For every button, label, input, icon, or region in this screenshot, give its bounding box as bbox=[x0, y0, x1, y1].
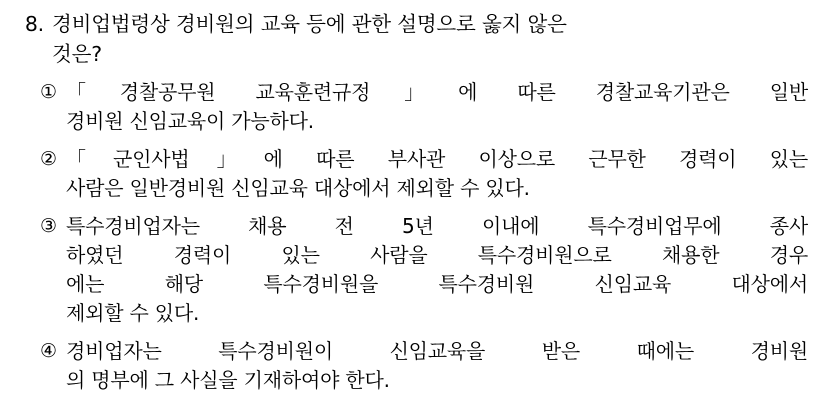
choice-marker: ③ bbox=[40, 215, 57, 238]
choice-option-4[interactable] bbox=[40, 337, 808, 395]
choice-marker: ④ bbox=[40, 340, 57, 363]
choice-marker: ① bbox=[40, 81, 57, 104]
choice-list bbox=[14, 78, 808, 395]
choice-option-3[interactable] bbox=[40, 212, 808, 328]
choice-line: 에는 해당 특수경비원을 특수경비원 신임교육 대상에서 bbox=[66, 272, 808, 297]
choice-option-1[interactable] bbox=[40, 78, 808, 136]
choice-line: 경비원 신임교육이 가능하다. bbox=[66, 109, 314, 134]
choice-line: 사람은 일반경비원 신임교육 대상에서 제외할 수 있다. bbox=[66, 176, 530, 201]
choice-text bbox=[66, 212, 808, 328]
choice-line: 하였던 경력이 있는 사람을 특수경비원으로 채용한 경우 bbox=[66, 243, 808, 268]
question-stem bbox=[14, 10, 808, 69]
choice-line: 경비업자는 특수경비원이 신임교육을 받은 때에는 경비원 bbox=[66, 339, 808, 364]
choice-line: 제외할 수 있다. bbox=[66, 301, 200, 326]
choice-text bbox=[66, 145, 808, 203]
choice-marker: ② bbox=[40, 148, 57, 171]
choice-text bbox=[66, 337, 808, 395]
question-number: 8. bbox=[24, 12, 44, 36]
question-line: 경비업법령상 경비원의 교육 등에 관한 설명으로 옳지 않은 bbox=[52, 12, 567, 36]
choice-text bbox=[66, 78, 808, 136]
question-text bbox=[52, 10, 808, 69]
question-line: 것은? bbox=[52, 41, 102, 66]
choice-line: 특수경비업자는 채용 전 5년 이내에 특수경비업무에 종사 bbox=[66, 214, 808, 239]
choice-line: 「군인사법」에 따른 부사관 이상으로 근무한 경력이 있는 bbox=[66, 147, 808, 172]
choice-line: 의 명부에 그 사실을 기재하여야 한다. bbox=[66, 368, 390, 393]
choice-option-2[interactable] bbox=[40, 145, 808, 203]
choice-line: 「경찰공무원 교육훈련규정」에 따른 경찰교육기관은 일반 bbox=[66, 80, 808, 105]
